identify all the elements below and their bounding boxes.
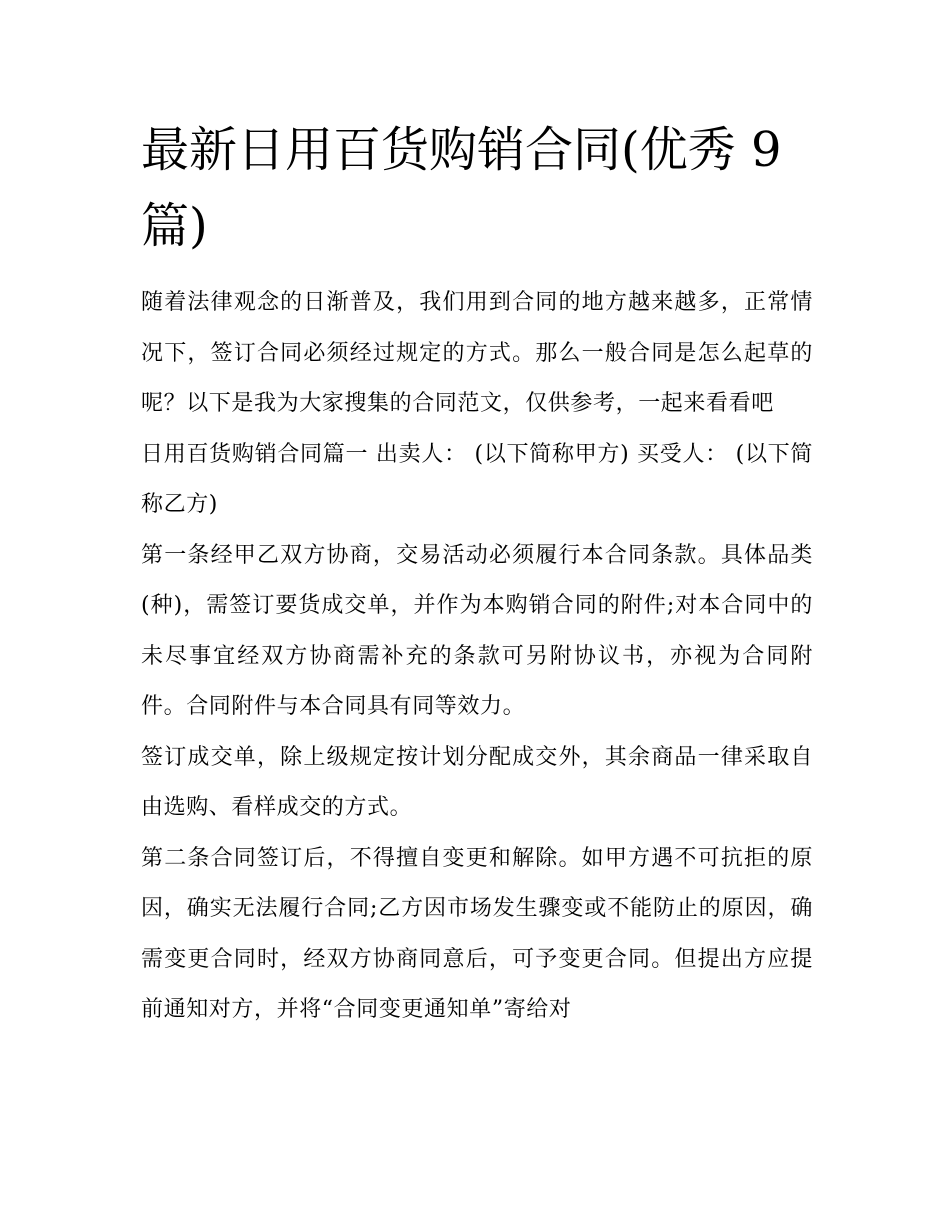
document-title <box>141 112 813 264</box>
article-two-paragraph: 第二条合同签订后，不得擅自变更和解除。如甲方遇不可抗拒的原因，确实无法履行合同;乙方因市场发生骤变或不能防止的原因，确需变更合同时，经双方协商同意后，可予变更合同。但提出方应提前通知对方，并将“合同变更通知单”寄给对 <box>141 845 813 1022</box>
article-one-paragraph: 第一条经甲乙双方协商，交易活动必须履行本合同条款。具体品类(种)，需签订要货成交单，并作为本购销合同的附件;对本合同中的未尽事宜经双方协商需补充的条款可另附协议书，亦视为合同附件。合同附件与本合同具有同等效力。 <box>141 542 813 719</box>
intro-paragraph: 随着法律观念的日渐普及，我们用到合同的地方越来越多，正常情况下，签订合同必须经过规定的方式。那么一般合同是怎么起草的呢？以下是我为大家搜集的合同范文，仅供参考，一起来看看吧 <box>141 290 813 416</box>
transaction-method-paragraph: 签订成交单，除上级规定按计划分配成交外，其余商品一律采取自由选购、看样成交的方式。 <box>141 744 813 820</box>
document-title-text: 最新日用百货购销合同(优秀 9 篇) <box>141 122 782 254</box>
parties-paragraph: 日用百货购销合同篇一 出卖人： (以下简称甲方) 买受人： (以下简称乙方) <box>141 441 813 517</box>
document-body <box>141 112 813 1036</box>
